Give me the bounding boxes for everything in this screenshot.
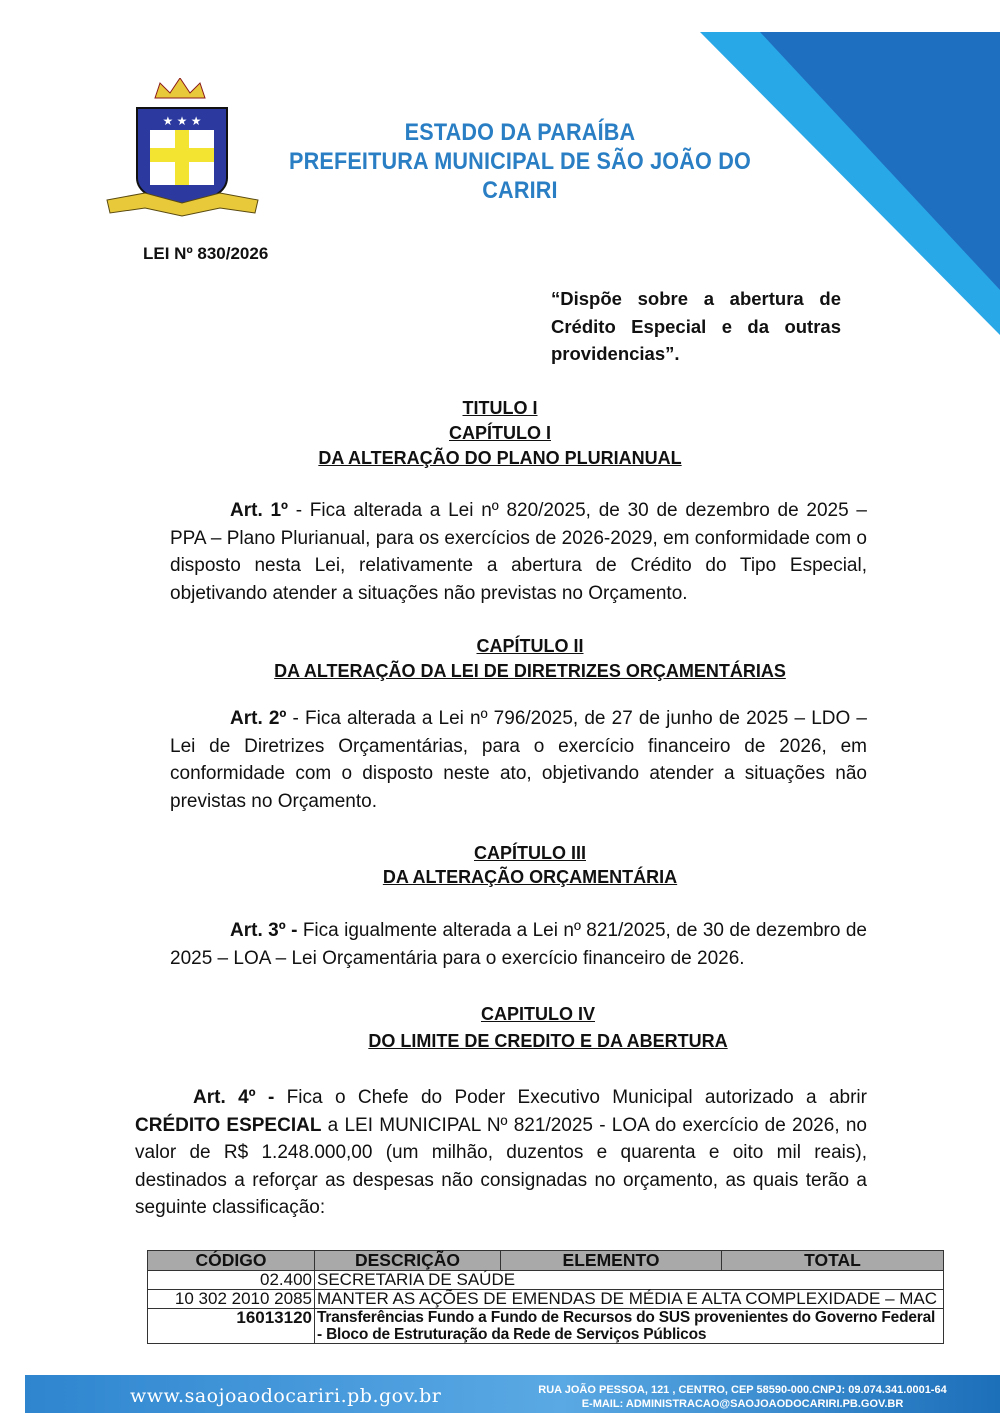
article-text: Fica igualmente alterada a Lei nº 821/2025, de 30 de dezembro de 2025 – LOA – Lei Orçamentária para o exercício financeiro de 2026. <box>170 920 867 969</box>
header-element: ELEMENTO <box>501 1251 722 1271</box>
title-heading: TITULO I <box>462 398 538 418</box>
footer-website: www.saojoaodocariri.pb.gov.br <box>130 1385 442 1407</box>
row-description: Transferências Fundo a Fundo de Recursos do SUS provenientes do Governo Federal - Bloco de Estruturação da Rede de Serviços Públicos <box>315 1309 944 1344</box>
chapter-1-name: DA ALTERAÇÃO DO PLANO PLURIANUAL <box>318 448 682 468</box>
letterhead-title <box>250 118 790 205</box>
row-code: 02.400 <box>148 1271 315 1290</box>
row-code: 10 302 2010 2085 <box>148 1290 315 1309</box>
chapter-1-heading: CAPÍTULO I <box>449 423 551 443</box>
article-text: - Fica alterada a Lei nº 796/2025, de 27 de junho de 2025 – LDO – Lei de Diretrizes Orçamentárias, para o exercício financeiro de 2026, em conformidade com o disposto neste ato, objetivando atender a situações não previstas no Orçamento. <box>170 708 867 812</box>
law-number: LEI Nº 830/2026 <box>143 244 269 263</box>
table-row <box>148 1290 944 1309</box>
chapter-2-heading: CAPÍTULO II <box>476 636 584 656</box>
state-name: ESTADO DA PARAÍBA <box>404 119 636 146</box>
budget-table <box>147 1250 944 1344</box>
article-text: - Fica alterada a Lei nº 820/2025, de 30 de dezembro de 2025 – PPA – Plano Plurianual, para os exercícios de 2026-2029, em conformidade com o disposto nesta Lei, relativamente a abertura de Crédito do Tipo Especial, objetivando atender a situações não previstas no Orçamento. <box>170 500 867 604</box>
table-row <box>148 1271 944 1290</box>
law-summary: “Dispõe sobre a abertura de Crédito Especial e da outras providencias”. <box>551 288 841 364</box>
article-label: Art. 4º - <box>193 1087 275 1108</box>
footer-contact <box>520 1383 965 1411</box>
svg-text:★ ★ ★: ★ ★ ★ <box>162 114 202 128</box>
article-2 <box>170 705 867 815</box>
row-code: 16013120 <box>148 1309 315 1344</box>
article-label: Art. 2º <box>230 708 287 729</box>
row-description: SECRETARIA DE SAÚDE <box>315 1271 944 1290</box>
row-description: MANTER AS AÇÕES DE EMENDAS DE MÉDIA E ALTA COMPLEXIDADE – MAC <box>315 1290 944 1309</box>
chapter-4-heading: CAPITULO IV <box>480 1004 595 1024</box>
table-header-row <box>148 1251 944 1271</box>
table-row <box>148 1309 944 1344</box>
article-1 <box>170 497 867 607</box>
article-text: a LEI MUNICIPAL Nº 821/2025 - LOA do exercício de 2026, no valor de R$ 1.248.000,00 (um milhão, duzentos e quarenta e oito mil reais), destinados a reforçar as despesas não consignadas no orçamento, as quais terão a seguinte classificação: <box>135 1114 867 1218</box>
article-3 <box>170 917 867 972</box>
article-emphasis: CRÉDITO ESPECIAL <box>135 1114 322 1136</box>
article-4 <box>135 1084 867 1222</box>
chapter-4-name: DO LIMITE DE CREDITO E DA ABERTURA <box>368 1031 728 1051</box>
article-label: Art. 3º - <box>230 920 298 941</box>
chapter-2-name: DA ALTERAÇÃO DA LEI DE DIRETRIZES ORÇAMENTÁRIAS <box>274 661 786 681</box>
chapter-3-heading: CAPÍTULO III <box>474 843 586 863</box>
header-code: CÓDIGO <box>148 1251 315 1271</box>
chapter-3-name: DA ALTERAÇÃO ORÇAMENTÁRIA <box>382 867 678 887</box>
footer-email: E-MAIL: ADMINISTRACAO@SAOJOAODOCARIRI.PB.GOV.BR <box>581 1398 904 1410</box>
article-label: Art. 1º <box>230 500 288 521</box>
municipal-coat-of-arms-logo <box>105 78 260 218</box>
article-text: Fica o Chefe do Poder Executivo Municipal autorizado a abrir <box>274 1087 867 1108</box>
footer-address: RUA JOÃO PESSOA, 121 , CENTRO, CEP 58590-000.CNPJ: 09.074.341.0001-64 <box>538 1384 947 1396</box>
header-total: TOTAL <box>722 1251 944 1271</box>
prefecture-name: PREFEITURA MUNICIPAL DE SÃO JOÃO DO CARIRI <box>289 148 751 204</box>
header-description: DESCRIÇÃO <box>315 1251 501 1271</box>
